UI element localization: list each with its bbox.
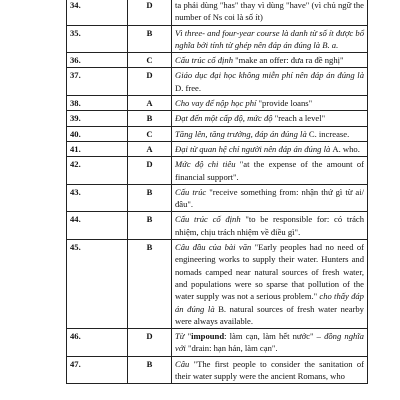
answer-letter: C — [128, 53, 172, 68]
answer-key-rows — [67, 0, 368, 384]
answer-letter: D — [128, 157, 172, 185]
explanation-text: Câu — [175, 358, 194, 369]
explanation-text: Cấu trúc cố định — [175, 214, 246, 225]
explanation-text: : làm cạn, làm hết nước" – — [224, 331, 325, 342]
question-number: 41. — [67, 141, 128, 156]
explanation — [172, 0, 368, 25]
answer-letter: D — [128, 329, 172, 357]
question-number: 36. — [67, 53, 128, 68]
explanation-text: Đạt đến một cấp độ, mức độ — [175, 113, 275, 124]
explanation-text: Cho vay để nộp học phí — [175, 98, 259, 109]
explanation-text: "Early peoples had no need of engineering works to supply their water. Hunters and nomads camped near natural sources of fresh water, and populations were so sparse that pollution of the water supply was not a serious problem." — [175, 242, 364, 302]
explanation — [172, 184, 368, 212]
explanation-text: Đại từ quan hệ chỉ người nên đáp án đúng là — [175, 143, 333, 154]
explanation-text: D. free. — [175, 82, 202, 93]
explanation — [172, 157, 368, 185]
explanation-text: " — [187, 331, 192, 342]
explanation-text: Mức độ chi tiêu — [175, 159, 240, 170]
explanation — [172, 53, 368, 68]
explanation — [172, 25, 368, 53]
explanation — [172, 329, 368, 357]
question-number: 46. — [67, 329, 128, 357]
answer-letter: B — [128, 356, 172, 384]
question-number: 40. — [67, 126, 128, 141]
answer-letter: A — [128, 141, 172, 156]
answer-letter: B — [128, 212, 172, 240]
question-number: 42. — [67, 157, 128, 185]
question-number: 45. — [67, 240, 128, 329]
explanation-text: "to be responsible for: có trách nhiệm, chịu trách nhiệm về điều gì". — [175, 214, 364, 237]
question-number: 47. — [67, 356, 128, 384]
table-row — [67, 68, 368, 96]
answer-letter: B — [128, 184, 172, 212]
answer-letter: B — [128, 240, 172, 329]
table-row — [67, 111, 368, 126]
question-number: 35. — [67, 25, 128, 53]
explanation — [172, 240, 368, 329]
table-row — [67, 96, 368, 111]
explanation-text: B. natural sources of fresh water nearby were always available. — [175, 303, 364, 326]
explanation-text: Từ — [175, 331, 188, 342]
explanation — [172, 111, 368, 126]
explanation — [172, 96, 368, 111]
table-row — [67, 0, 368, 25]
answer-key-table — [66, 0, 368, 384]
question-number: 37. — [67, 68, 128, 96]
table-row — [67, 25, 368, 53]
explanation-text: "at the expense of the amount of financial support". — [175, 159, 365, 182]
question-number: 34. — [67, 0, 128, 25]
explanation — [172, 68, 368, 96]
explanation-text: đồng nghĩa với — [175, 331, 364, 354]
table-row — [67, 212, 368, 240]
explanation — [172, 126, 368, 141]
question-number: 44. — [67, 212, 128, 240]
question-number: 39. — [67, 111, 128, 126]
explanation-text: Cấu trúc — [175, 186, 210, 197]
explanation — [172, 356, 368, 384]
explanation — [172, 212, 368, 240]
explanation-text: "make an offer: đưa ra đề nghị" — [235, 55, 344, 66]
explanation-text: ta phải dùng "has" thay vì dùng "have" (vì chủ ngữ the number of Ns coi là số ít) — [175, 0, 364, 23]
explanation-text: C. increase. — [308, 128, 350, 139]
table-row — [67, 240, 368, 329]
answer-letter: B — [128, 111, 172, 126]
table-row — [67, 356, 368, 384]
question-number: 43. — [67, 184, 128, 212]
explanation-text: "drain: hạn hán, làm cạn". — [187, 343, 278, 354]
explanation-text: "The first people to consider the sanitation of their water supply were the ancient Romans, who — [175, 358, 364, 382]
answer-letter: D — [128, 68, 172, 96]
table-row — [67, 184, 368, 212]
explanation-text: A. who. — [332, 143, 360, 154]
explanation-text: Giáo dục đại học không miễn phí nên đáp án đúng là — [175, 70, 364, 81]
table-row — [67, 53, 368, 68]
answer-letter: A — [128, 96, 172, 111]
table-row — [67, 141, 368, 156]
explanation-text: "provide loans" — [258, 98, 313, 109]
explanation-text: Cấu trúc cố định — [175, 55, 236, 66]
answer-letter: D — [128, 0, 172, 25]
explanation-text: "receive something from: nhận thứ gì từ ai/đâu". — [175, 186, 364, 210]
explanation-text: "reach a level" — [274, 113, 326, 124]
explanation — [172, 141, 368, 156]
question-number: 38. — [67, 96, 128, 111]
answer-letter: C — [128, 126, 172, 141]
explanation-text: Vì three- and four-year course là danh từ số ít được bổ nghĩa bởi tính từ ghép nên đáp án đúng là B. a. — [175, 27, 364, 50]
explanation-text: cho thấy đáp án đúng là — [175, 291, 364, 314]
table-row — [67, 126, 368, 141]
explanation-text: Tăng lên, tăng trưởng, đáp án đúng là — [175, 128, 309, 139]
table-row — [67, 329, 368, 357]
explanation-text: Câu đầu của bài văn — [175, 242, 255, 253]
answer-letter: B — [128, 25, 172, 53]
table-row — [67, 157, 368, 185]
explanation-text: impound — [191, 331, 225, 342]
